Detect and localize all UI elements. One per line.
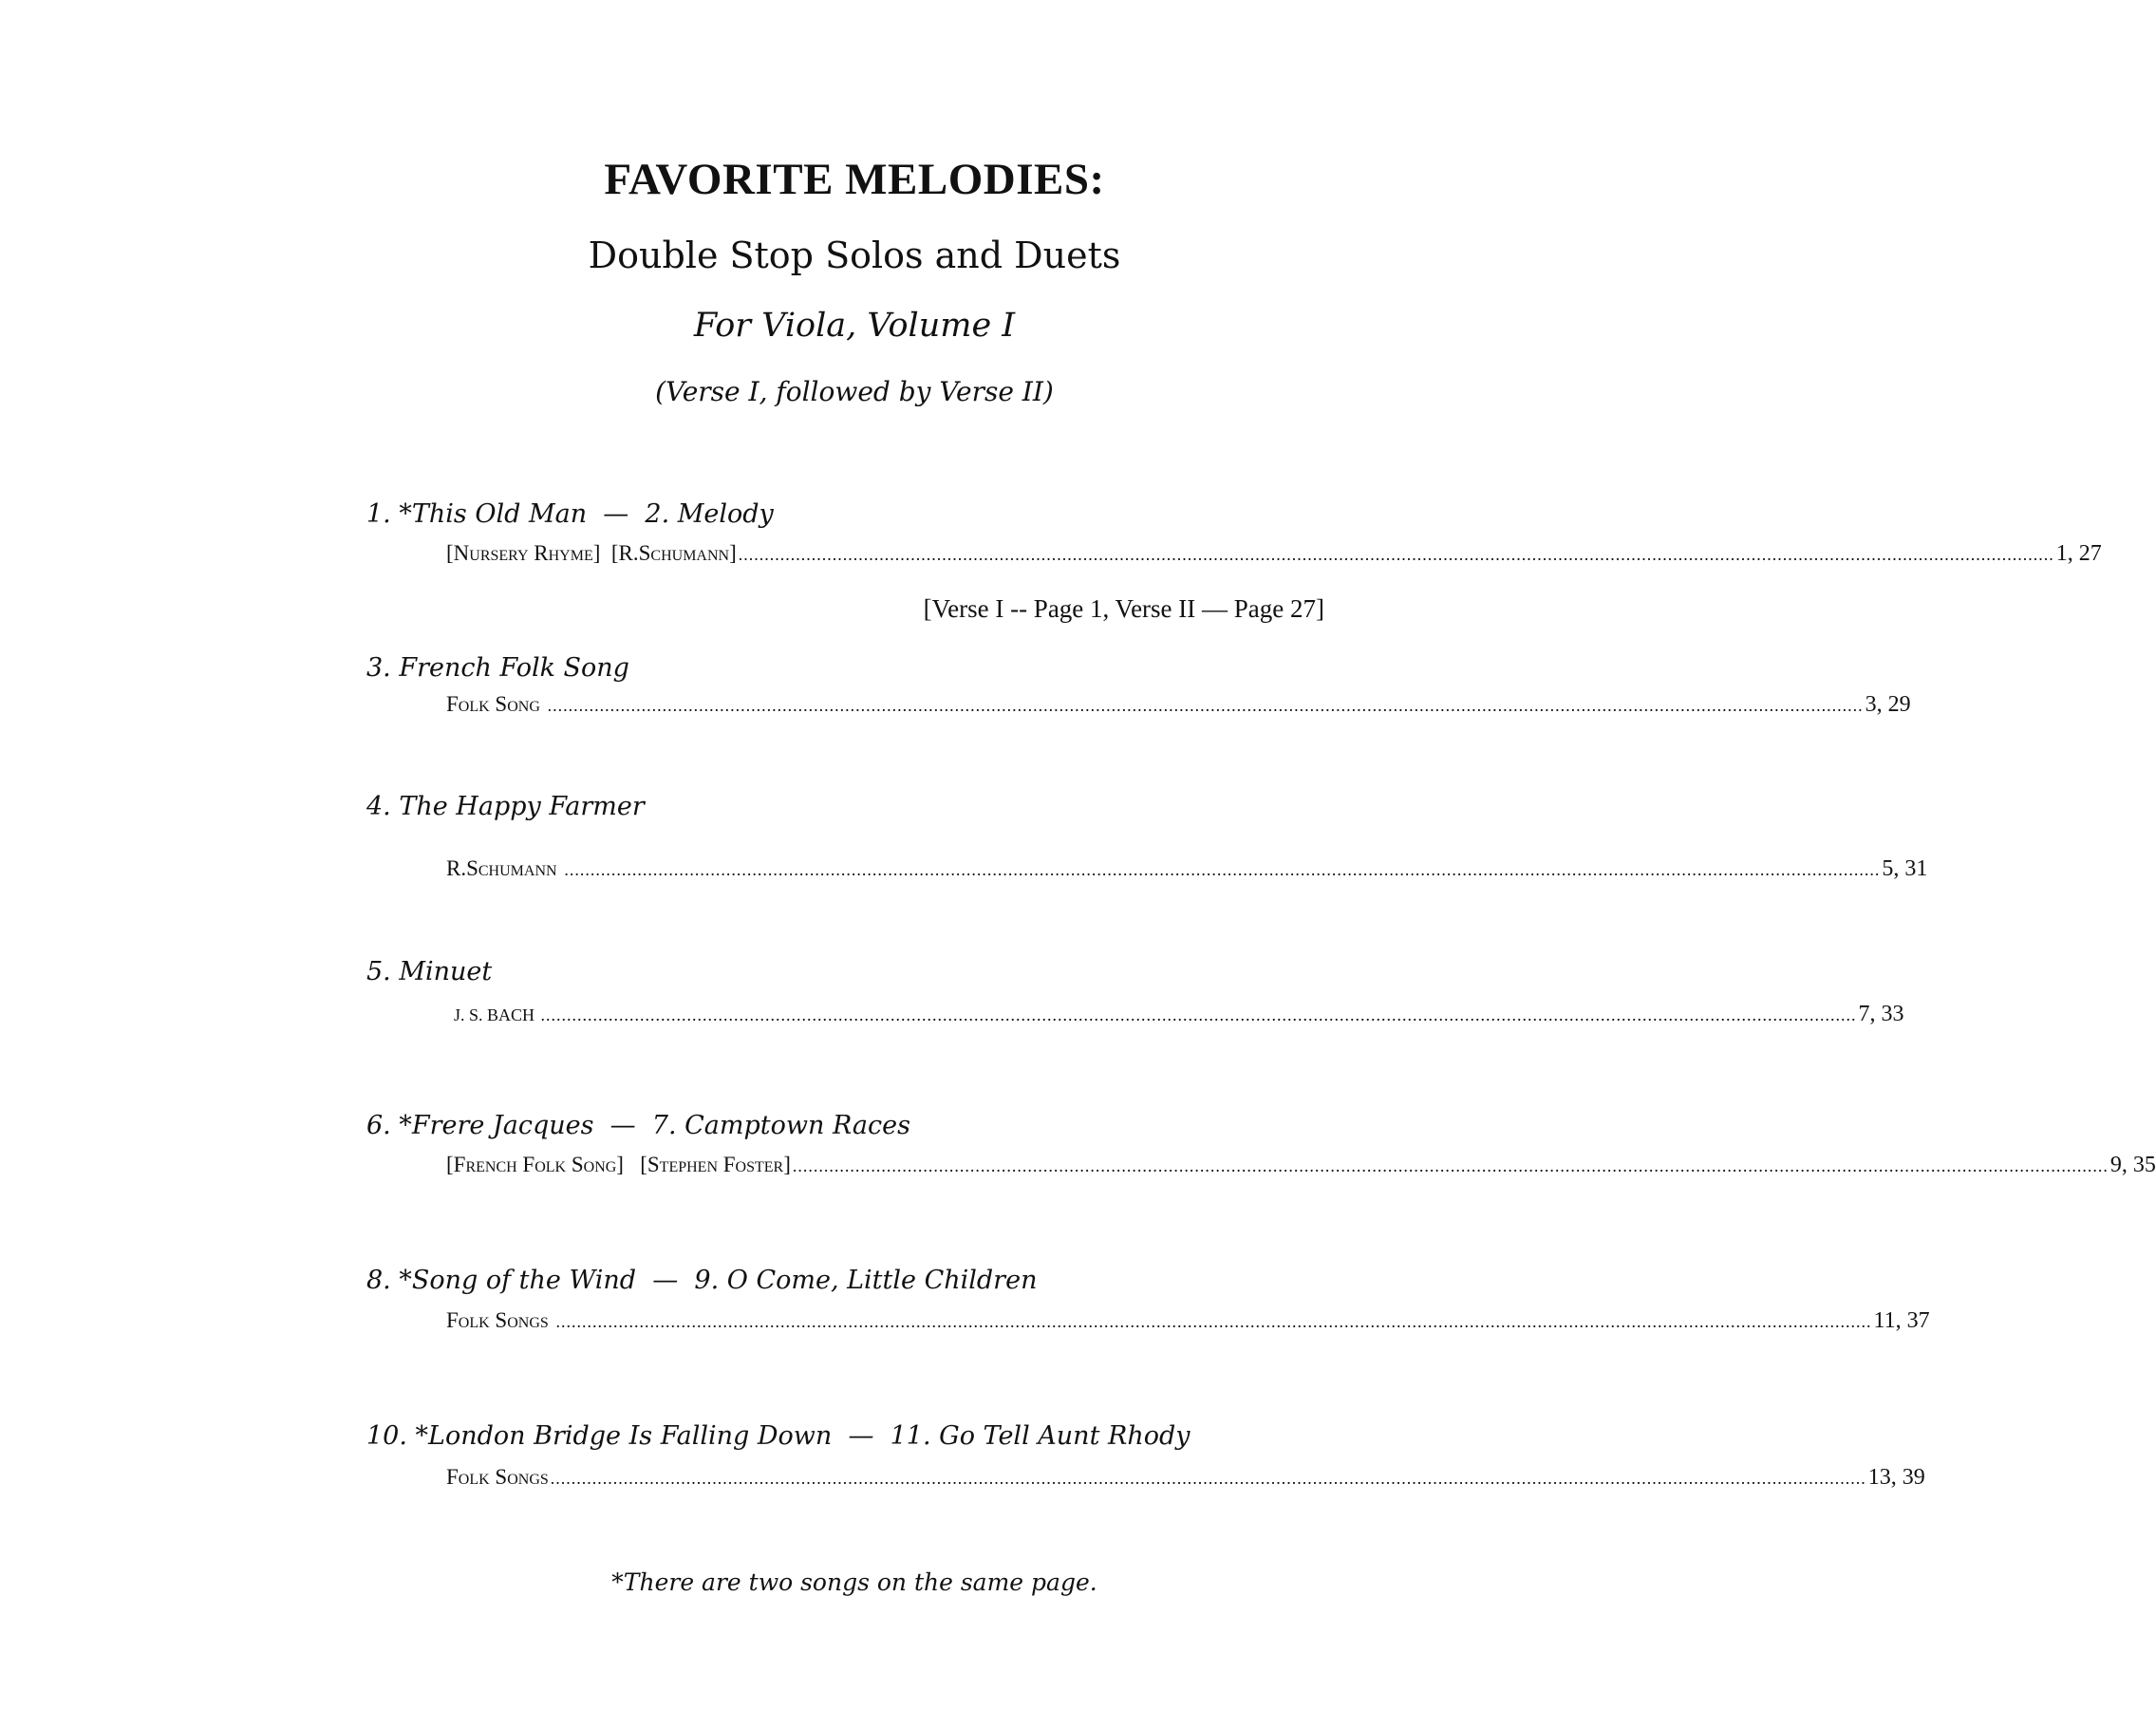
entry-title-7: 10. *London Bridge Is Falling Down — 11. Go Tell Aunt Rhody [366, 1421, 1190, 1451]
entry-line-6 [446, 1308, 1930, 1334]
dot-leader: ............................................................................................................................................................................................................................................................ [738, 545, 2054, 564]
entry-pages: 11, 37 [1873, 1308, 1930, 1333]
entry-line-1 [446, 541, 2102, 567]
dot-leader: ............................................................................................................................................................................................................................................................ [540, 1005, 1857, 1024]
entry-credit: [French Folk Song] [Stephen Foster] [446, 1153, 791, 1176]
entry-title-2: 3. French Folk Song [366, 653, 629, 683]
entry-pages: 1, 27 [2055, 541, 2102, 566]
entry-pages: 5, 31 [1882, 856, 1928, 881]
entry-pages: 9, 35 [2109, 1153, 2156, 1177]
entry-title-5: 6. *Frere Jacques — 7. Camptown Races [366, 1111, 910, 1140]
dot-leader: ............................................................................................................................................................................................................................................................ [564, 860, 1881, 879]
entry-pages: 3, 29 [1865, 692, 1911, 717]
book-title: FAVORITE MELODIES: [604, 155, 1105, 204]
entry-title-1: 1. *This Old Man — 2. Melody [366, 499, 774, 529]
footnote: *There are two songs on the same page. [611, 1568, 1097, 1596]
entry-title-3: 4. The Happy Farmer [366, 792, 645, 821]
entry-pages: 13, 39 [1867, 1465, 1925, 1490]
entry-line-3 [446, 856, 1928, 882]
entry-line-4 [454, 1002, 1904, 1027]
entry-title-4: 5. Minuet [366, 957, 493, 986]
dot-leader: ............................................................................................................................................................................................................................................................ [547, 696, 1864, 715]
entry-credit: R.Schumann [446, 856, 563, 880]
entry-line-5 [446, 1153, 2156, 1178]
book-subtitle: Double Stop Solos and Duets [588, 235, 1121, 276]
entry-title-6: 8. *Song of the Wind — 9. O Come, Little Children [366, 1266, 1038, 1295]
entry-credit: Folk Songs [446, 1465, 549, 1489]
entry-credit: Folk Song [446, 692, 546, 716]
verse-order-note: (Verse I, followed by Verse II) [655, 376, 1054, 407]
entry-line-2 [446, 692, 1911, 718]
entry-pages: 7, 33 [1858, 1002, 1904, 1026]
entry-line-7 [446, 1465, 1925, 1491]
entry-credit: [Nursery Rhyme] [R.Schumann] [446, 541, 737, 565]
dot-leader: ............................................................................................................................................................................................................................................................ [550, 1469, 1866, 1488]
entry-credit: J. S. BACH [454, 1005, 539, 1024]
verse-page-note: [Verse I -- Page 1, Verse II — Page 27] [923, 594, 1324, 623]
dot-leader: ............................................................................................................................................................................................................................................................ [555, 1312, 1872, 1331]
dot-leader: ............................................................................................................................................................................................................................................................ [792, 1156, 2109, 1175]
entry-credit: Folk Songs [446, 1308, 554, 1332]
volume-label: For Viola, Volume I [693, 307, 1016, 345]
